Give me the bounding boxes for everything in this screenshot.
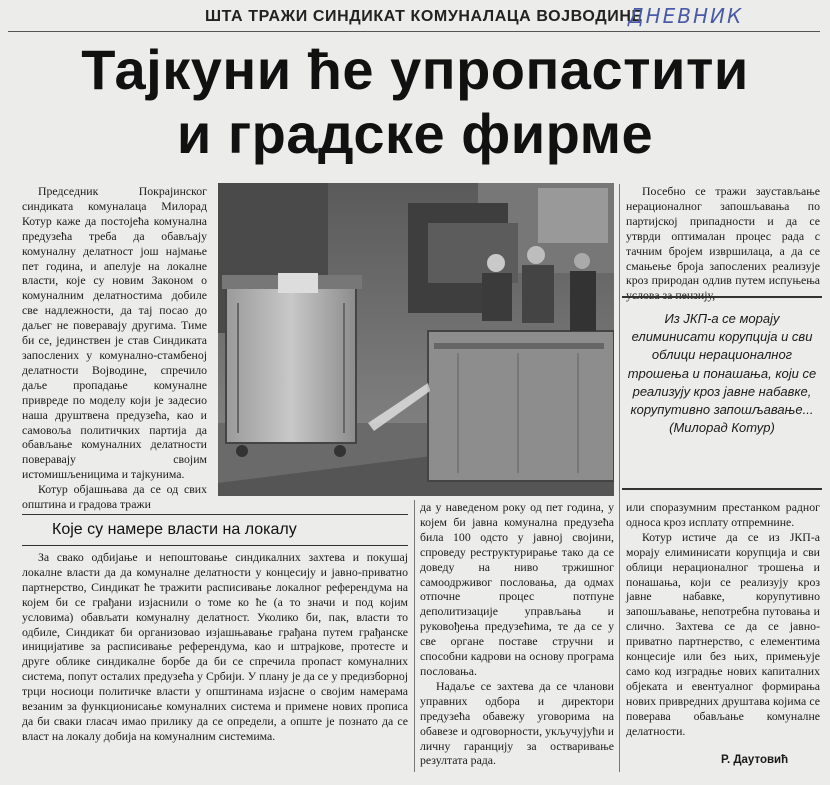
section-subhead-box <box>22 514 408 546</box>
column-divider <box>619 184 620 772</box>
lead-paragraph: Котур објашњава да се од свих општина и градова тражи <box>22 482 207 512</box>
kicker: ШТА ТРАЖИ СИНДИКАТ КОМУНАЛАЦА ВОЈВОДИНЕ <box>205 8 643 25</box>
headline-line-2: и градске фирме <box>176 102 654 165</box>
news-photo <box>218 183 614 496</box>
right-top-column <box>626 184 820 303</box>
lead-column <box>22 184 207 512</box>
column-divider <box>414 500 415 772</box>
right-bottom-paragraph: или споразумним престанком радног односа кроз исплату отпремнине. <box>626 500 820 529</box>
headline <box>0 38 830 166</box>
right-bottom-paragraph: Котур истиче да се из ЈКП-а морају елиминисати корупција и сви облици нерационалног трошења и понашања, који се реализују кроз јавне набавке, корупутивно запошљавање, непотребна путовања и слично. Захтева се да се јавно-приватно партнерство, с елементима концесије или без њих, примењује само код изградње нових капиталних објеката и евентуалног формирања нових привредних друштава којима се поверава обављање комуналне делатности. <box>626 529 820 738</box>
headline-line-1: Тајкуни ће упропастити <box>81 38 749 101</box>
kicker-bar <box>0 0 830 36</box>
middle-paragraph: Надаље се захтева да се чланови управних одбора и директори предузећа обавежу уговорима на обавезе и одговорности, укључујући и личну гаранцију за остваривање резултата рада. <box>420 678 614 768</box>
photo-illustration <box>218 183 614 496</box>
pull-quote-bottom-rule <box>622 488 822 490</box>
top-rule <box>8 31 820 32</box>
handwritten-source-note: ДНЕВНИК <box>628 4 744 28</box>
pull-quote <box>622 296 822 490</box>
section-column <box>22 550 408 744</box>
right-top-paragraph: Посебно се тражи заустављање нерационалног запошљавања по партијској припадности и да се утврди оптималан процес рада с тачним бројем извршилаца, а да се смањење броја запослених реализује кроз природан одлив путем испуњења <box>626 184 820 288</box>
section-subhead: Које су намере власти на локалу <box>52 521 297 538</box>
middle-column <box>420 500 614 768</box>
middle-paragraph: да у наведеном року од пет година, у којем би јавна комунална предузећа била 100 одсто у јавној својини, спроведу реструктурирање тако да се доведу на ниво тржишног самоодрживог пословања, да одмах отпочне процес потпуне деполитизације управљања и руковођења предузећима, те да се у све органе поставе стручни и способни кадрови на основу програма пословања. <box>420 500 614 678</box>
pull-quote-text: Из ЈКП-а се морају елиминисати корупција и сви облици нерационалног трошења и понашања, који се реализују кроз јавне набавке, корупутивно запошљавање... (Милорад Котур) <box>627 311 817 436</box>
right-bottom-column <box>626 500 820 739</box>
pull-quote-top-rule <box>622 296 822 298</box>
author-byline: Р. Даутовић <box>721 754 789 766</box>
lead-paragraph: Председник Покрајинског синдиката комуналаца Милорад Котур каже да постојећа комунална предузећа треба да обављају комуналну делатност још најмање пет година, и апелује на локалне власти, које су новим Законом о комуналним делатностима добиле све надлежности, да тај посао до даљег не поверавају другима. Тиме би се, јединствен је став Синдиката запослених у комунално-стамбеној делатности Војводине, спречило даље пропадање комуналне привреде по моделу који је задесио наша друштвена предузећа, као и самовоља политичких партија да обављање комуналних делатности поверавају својим истомишљеницима и тајкунима. <box>22 184 207 482</box>
section-paragraph: За свако одбијање и непоштовање синдикалних захтева и покушај локалне власти да да комуналне делатности у концесију и јавно-приватно партнерство, Синдикат ће тражити расписивање локалног референдума на којем би се грађани изјаснили о томе ко ће (а то значи и под којим условима) обављати комуналну делатност. Уколико би, пак, власти то одбиле, Синдикат би организовао изјашњавање грађана путем грађанске иницијативе за расписивање референдума, као и штрајкове, протесте и друге облике синдикалне борбе да би се спречила пропаст комуналних система, попут осталих предузећа у Србији. У плану је да се у предизборној трци носиоци политичке власти у општинама изјасне о својим намерама везаним за функционисање комуналних система и примене нових прописа да би сваки гласач имао прилику да се определи, а опште је познато да се власт на локалу добија на комуналним системима. <box>22 550 408 743</box>
